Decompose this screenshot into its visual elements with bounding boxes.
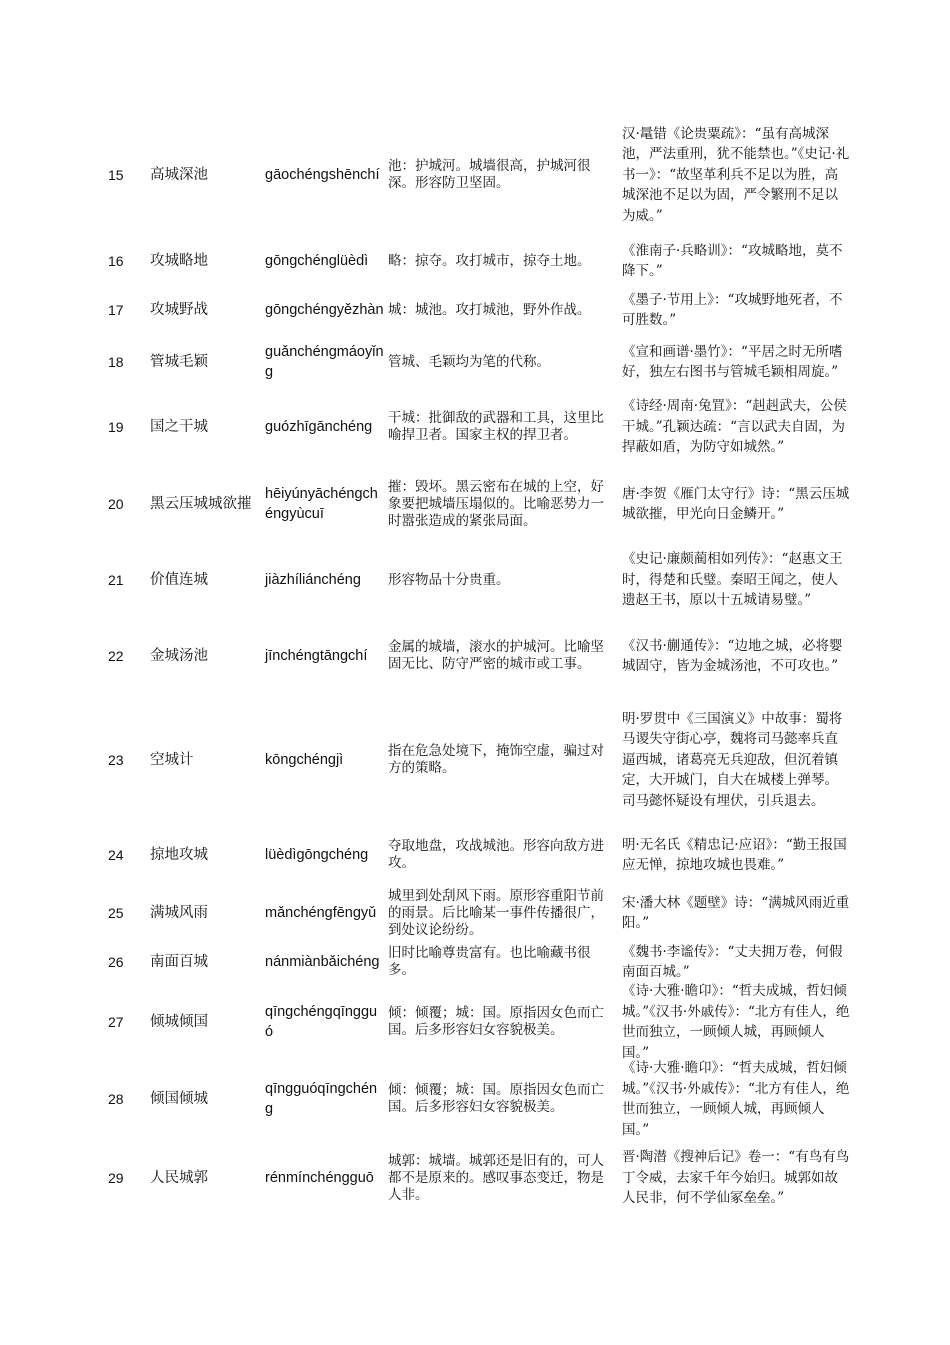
- row-number: 29: [108, 1170, 124, 1186]
- idiom-pinyin: mǎnchéngfēngyǔ: [265, 905, 377, 921]
- idiom-row: [100, 824, 860, 886]
- idiom-row: [100, 624, 860, 688]
- idiom-pinyin: guǎnchéngmáoyǐng: [265, 344, 384, 380]
- idiom-source: 汉·鼌错《论贵粟疏》：“虽有高城深池，严法重刑，犹不能禁也。”《史记·礼书一》：“故坚革利兵不足以为胜，高城深池不足以为固，严令繁刑不足以为威。”: [622, 125, 850, 224]
- idiom-text: 南面百城: [150, 953, 208, 970]
- idiom-text: 人民城郭: [150, 1169, 208, 1186]
- row-number: 19: [108, 419, 124, 435]
- idiom-source: 《诗·大雅·瞻卬》：“哲夫成城，哲妇倾城。”《汉书·外戚传》：“北方有佳人，绝世而独立，一顾倾人城，再顾倾人国。”: [622, 983, 850, 1061]
- idiom-text: 攻城略地: [150, 252, 208, 269]
- idiom-definition: 城：城池。攻打城池，野外作战。: [388, 301, 591, 318]
- idiom-source: 晋·陶潜《搜神后记》卷一：“有鸟有鸟丁令威，去家千年今始归。城郭如故人民非，何不学仙冢垒垒。”: [622, 1149, 850, 1207]
- idiom-source: 《汉书·蒯通传》：“边地之城，必将婴城固守，皆为金城汤池，不可攻也。”: [622, 637, 843, 674]
- idiom-text: 价值连城: [150, 571, 208, 588]
- idiom-text: 高城深池: [150, 166, 208, 183]
- idiom-definition: 倾：倾覆；城：国。原指因女色而亡国。后多形容妇女容貌极美。: [388, 1005, 604, 1038]
- idiom-text: 掠地攻城: [150, 846, 208, 863]
- idiom-source: 《诗·大雅·瞻卬》：“哲夫成城，哲妇倾城。”《汉书·外戚传》：“北方有佳人，绝世而独立，一顾倾人城，再顾倾人国。”: [622, 1060, 850, 1138]
- row-number: 23: [108, 752, 124, 768]
- row-number: 17: [108, 302, 124, 318]
- idiom-text: 攻城野战: [150, 301, 208, 318]
- idiom-source: 《宣和画谱·墨竹》：“平居之时无所嗜好，独左右图书与管城毛颖相周旋。”: [622, 343, 843, 380]
- idiom-text: 管城毛颖: [150, 353, 208, 370]
- idiom-definition: 倾：倾覆；城：国。原指因女色而亡国。后多形容妇女容貌极美。: [388, 1082, 604, 1115]
- row-number: 21: [108, 572, 124, 588]
- idiom-source: 《诗经·周南·兔罝》：“赳赳武夫，公侯干城。”孔颖达疏：“言以武夫自固，为捍蔽如盾，为防守如城然。”: [622, 398, 847, 456]
- idiom-pinyin: kōngchéngjì: [265, 752, 344, 768]
- row-number: 24: [108, 847, 124, 863]
- idiom-row: [100, 334, 860, 390]
- row-number: 16: [108, 253, 124, 269]
- idiom-pinyin: lüèdìgōngchéng: [265, 847, 369, 863]
- idiom-definition: 金属的城墙，滚水的护城河。比喻坚固无比、防守严密的城市或工事。: [388, 639, 604, 672]
- idiom-row: [100, 239, 860, 283]
- idiom-definition: 摧：毁坏。黑云密布在城的上空，好象要把城墙压塌似的。比喻恶势力一时嚣张造成的紧张局面。: [388, 478, 604, 529]
- idiom-row: [100, 124, 860, 226]
- idiom-definition: 城里到处刮风下雨。原形容重阳节前的雨景。后比喻某一事件传播很广，到处议论纷纷。: [388, 887, 604, 938]
- row-number: 25: [108, 905, 124, 921]
- idiom-definition: 管城、毛颖均为笔的代称。: [388, 353, 550, 370]
- idiom-row: [100, 396, 860, 458]
- idiom-pinyin: jiàzhíliánchéng: [265, 572, 361, 588]
- row-number: 22: [108, 648, 124, 664]
- idiom-pinyin: gōngchénglüèdì: [265, 253, 369, 269]
- row-number: 27: [108, 1014, 124, 1030]
- idiom-definition: 池：护城河。城墙很高，护城河很深。形容防卫坚固。: [388, 158, 591, 191]
- idiom-pinyin: jīnchéngtāngchí: [265, 648, 368, 664]
- idiom-definition: 旧时比喻尊贵富有。也比喻藏书很多。: [388, 945, 591, 978]
- idiom-source: 明·罗贯中《三国演义》中故事：蜀将马谡失守街心亭，魏将司马懿率兵直逼西城，诸葛亮无兵迎敌，但沉着镇定，大开城门，自大在城楼上弹琴。司马懿怀疑设有埋伏，引兵退去。: [622, 710, 843, 809]
- idiom-text: 黑云压城城欲摧: [150, 495, 252, 512]
- idiom-definition: 略：掠夺。攻打城市，掠夺土地。: [388, 252, 591, 269]
- idiom-definition: 指在危急处境下，掩饰空虚，骗过对方的策略。: [388, 743, 604, 776]
- idiom-pinyin: qīngguóqīngchéng: [265, 1081, 378, 1117]
- idiom-row: [100, 466, 860, 542]
- idiom-text: 倾城倾国: [150, 1013, 208, 1030]
- idiom-text: 倾国倾城: [150, 1090, 208, 1107]
- idiom-row: [100, 540, 860, 620]
- idiom-text: 空城计: [150, 751, 194, 768]
- row-number: 18: [108, 354, 124, 370]
- idiom-source: 明·无名氏《精忠记·应诏》：“勤王报国应无惮，掠地攻城也畏难。”: [622, 836, 847, 873]
- idiom-pinyin: hēiyúnyāchéngchéngyùcuī: [265, 486, 378, 522]
- idiom-pinyin: gāochéngshēnchí: [265, 167, 380, 183]
- idiom-pinyin: gōngchéngyězhàn: [265, 302, 384, 318]
- row-number: 15: [108, 167, 124, 183]
- row-number: 26: [108, 954, 124, 970]
- idiom-source: 《淮南子·兵略训》：“攻城略地，莫不降下。”: [622, 242, 843, 279]
- idiom-row: [100, 940, 860, 984]
- idiom-row: [100, 698, 860, 822]
- idiom-definition: 形容物品十分贵重。: [388, 571, 510, 588]
- idiom-text: 国之干城: [150, 418, 208, 435]
- idiom-source: 《墨子·节用上》：“攻城野地死者，不可胜数。”: [622, 291, 843, 328]
- idiom-row: [100, 1061, 860, 1137]
- row-number: 28: [108, 1091, 124, 1107]
- idiom-source: 《魏书·李谧传》：“丈夫拥万卷，何假南面百城。”: [622, 943, 843, 980]
- idiom-pinyin: qīngchéngqīngguó: [265, 1004, 378, 1040]
- idiom-text: 满城风雨: [150, 904, 208, 921]
- idiom-definition: 夺取地盘，攻战城池。形容向敌方进攻。: [388, 838, 604, 871]
- idiom-source: 唐·李贺《雁门太守行》诗：“黑云压城城欲摧，甲光向日金鳞开。”: [622, 485, 850, 522]
- idiom-row: [100, 984, 860, 1060]
- idiom-source: 《史记·廉颇蔺相如列传》：“赵惠文王时，得楚和氏璧。秦昭王闻之，使人遗赵王书，原以十五城请易璧。”: [622, 551, 843, 609]
- row-number: 20: [108, 496, 124, 512]
- idiom-definition: 干城：批御敌的武器和工具，这里比喻捍卫者。国家主权的捍卫者。: [388, 410, 604, 443]
- idiom-pinyin: rénmínchéngguō: [265, 1170, 374, 1186]
- idiom-pinyin: guózhīgānchéng: [265, 419, 373, 435]
- idiom-source: 宋·潘大林《题壁》诗：“满城风雨近重阳。”: [622, 894, 850, 931]
- idiom-definition: 城郭：城墙。城郭还是旧有的，可人都不是原来的。感叹事态变迁，物是人非。: [388, 1152, 604, 1203]
- idiom-row: [100, 1138, 860, 1218]
- idiom-text: 金城汤池: [150, 647, 208, 664]
- idiom-row: [100, 882, 860, 944]
- idiom-pinyin: nánmiànbǎichéng: [265, 954, 380, 970]
- idiom-row: [100, 288, 860, 332]
